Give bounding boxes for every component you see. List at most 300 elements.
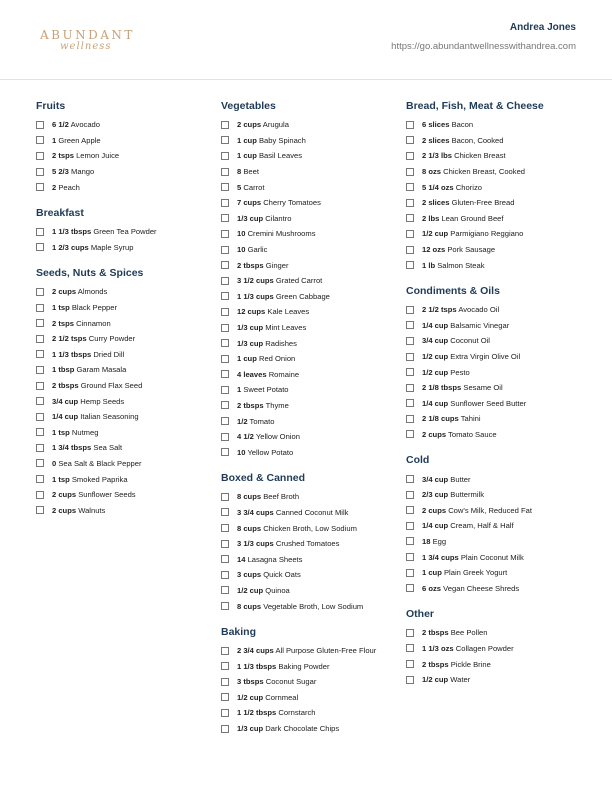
item-name: Maple Syrup [90, 242, 134, 252]
checkbox[interactable] [36, 183, 44, 191]
item-name: Baby Spinach [258, 135, 306, 145]
list-item [406, 534, 586, 550]
item-quantity: 2 cups [422, 505, 447, 515]
checkbox[interactable] [406, 584, 414, 592]
item-text [52, 151, 119, 160]
checkbox[interactable] [221, 662, 229, 670]
item-name: Red Onion [258, 354, 296, 364]
item-name: Butter [450, 474, 471, 484]
checkbox[interactable] [221, 214, 229, 222]
checkbox[interactable] [406, 136, 414, 144]
checkbox[interactable] [406, 121, 414, 129]
checkbox[interactable] [406, 168, 414, 176]
item-text [422, 553, 524, 562]
checkbox[interactable] [406, 353, 414, 361]
list-item [36, 393, 216, 409]
item-name: Quick Oats [263, 570, 301, 580]
item-name: Sunflower Seeds [78, 490, 136, 500]
item-text [422, 368, 470, 377]
checkbox[interactable] [406, 261, 414, 269]
item-quantity: 1/4 cup [422, 398, 449, 408]
item-name: Cow's Milk, Reduced Fat [448, 505, 532, 515]
list-item [221, 164, 401, 180]
list-item [406, 641, 586, 657]
checkbox[interactable] [221, 183, 229, 191]
list-item [221, 226, 401, 242]
item-quantity: 10 [237, 245, 246, 255]
item-quantity: 1 2/3 cups [52, 242, 89, 252]
item-text [237, 183, 264, 192]
item-name: Dark Chocolate Chips [265, 724, 340, 734]
item-name: Cream, Half & Half [450, 521, 514, 531]
item-name: Green Cabbage [275, 291, 330, 301]
checkbox[interactable] [406, 246, 414, 254]
item-text [237, 539, 339, 548]
checkbox[interactable] [221, 199, 229, 207]
list-item [406, 148, 586, 164]
checkbox[interactable] [406, 537, 414, 545]
item-name: Lemon Juice [76, 151, 120, 161]
checkbox[interactable] [221, 308, 229, 316]
item-quantity: 5 [237, 182, 242, 192]
item-text [237, 677, 316, 686]
list-item [406, 195, 586, 211]
list-item [36, 347, 216, 363]
list-item [221, 242, 401, 258]
item-quantity: 3 1/3 cups [237, 539, 274, 549]
list-item [221, 304, 401, 320]
item-quantity: 2 1/3 lbs [422, 151, 452, 161]
item-quantity: 2 tbsps [422, 628, 449, 638]
item-name: Ginger [265, 260, 289, 270]
item-quantity: 1/2 cup [422, 352, 449, 362]
item-name: Yellow Potato [247, 447, 294, 457]
list-item [406, 211, 586, 227]
checkbox[interactable] [406, 152, 414, 160]
checkbox[interactable] [36, 304, 44, 312]
item-quantity: 2 lbs [422, 213, 440, 223]
item-quantity: 5 1/4 ozs [422, 182, 454, 192]
item-quantity: 1/3 cup [237, 724, 264, 734]
item-quantity: 1/2 cup [422, 229, 449, 239]
checkbox[interactable] [36, 444, 44, 452]
checkbox[interactable] [406, 183, 414, 191]
checkbox[interactable] [221, 136, 229, 144]
checkbox[interactable] [406, 553, 414, 561]
item-name: Pesto [450, 367, 470, 377]
list-item [406, 487, 586, 503]
item-text [237, 602, 363, 611]
checkbox[interactable] [406, 475, 414, 483]
item-quantity: 3 cups [237, 570, 262, 580]
item-name: Chorizo [455, 182, 482, 192]
item-text [422, 506, 532, 515]
item-name: Buttermilk [450, 490, 485, 500]
list-item [36, 471, 216, 487]
item-quantity: 8 cups [237, 523, 262, 533]
checkbox[interactable] [406, 321, 414, 329]
item-quantity: 1/3 cup [237, 323, 264, 333]
item-text [422, 245, 495, 254]
checkbox[interactable] [36, 382, 44, 390]
item-name: Thyme [265, 400, 289, 410]
item-quantity: 1 1/3 ozs [422, 643, 454, 653]
checkbox[interactable] [36, 397, 44, 405]
list-item [406, 427, 586, 443]
item-name: Walnuts [78, 505, 106, 515]
item-quantity: 10 [237, 447, 246, 457]
checkbox[interactable] [36, 228, 44, 236]
checkbox[interactable] [221, 448, 229, 456]
checkbox[interactable] [36, 475, 44, 483]
list-item [221, 536, 401, 552]
list-item [406, 672, 586, 688]
item-text [237, 276, 322, 285]
item-text [237, 508, 348, 517]
item-name: Garlic [247, 245, 268, 255]
checkbox[interactable] [221, 586, 229, 594]
item-text [422, 261, 485, 270]
checkbox[interactable] [406, 629, 414, 637]
list-item [221, 598, 401, 614]
checkbox[interactable] [221, 433, 229, 441]
list-item [406, 518, 586, 534]
checkbox[interactable] [406, 337, 414, 345]
item-quantity: 2 cups [52, 490, 77, 500]
item-name: Mint Leaves [265, 323, 307, 333]
item-quantity: 12 cups [237, 307, 266, 317]
website-url[interactable]: https://go.abundantwellnesswithandrea.com [391, 41, 576, 52]
item-name: All Purpose Gluten-Free Flour [275, 646, 377, 656]
item-text [237, 646, 376, 655]
item-text [52, 428, 98, 437]
list-item [406, 471, 586, 487]
item-text [52, 227, 157, 236]
item-quantity: 2 tbsps [52, 381, 79, 391]
list-item [36, 117, 216, 133]
item-name: Lean Ground Beef [441, 213, 504, 223]
list-item [221, 520, 401, 536]
item-text [237, 261, 289, 270]
checkbox[interactable] [221, 524, 229, 532]
checkbox[interactable] [221, 693, 229, 701]
item-quantity: 1/4 cup [422, 320, 449, 330]
checkbox[interactable] [221, 246, 229, 254]
list-item [36, 378, 216, 394]
checkbox[interactable] [221, 555, 229, 563]
checkbox[interactable] [36, 413, 44, 421]
item-text [237, 524, 357, 533]
checkbox[interactable] [221, 324, 229, 332]
item-quantity: 1/2 cup [422, 675, 449, 685]
item-quantity: 1 1/3 tbsps [52, 227, 92, 237]
item-quantity: 2 cups [52, 505, 77, 515]
list-item [221, 721, 401, 737]
list-item [221, 690, 401, 706]
checkbox[interactable] [406, 199, 414, 207]
list-item [406, 502, 586, 518]
checkbox[interactable] [406, 644, 414, 652]
item-text [52, 475, 128, 484]
item-text [422, 229, 523, 238]
list-item [36, 164, 216, 180]
item-name: Ground Flax Seed [80, 381, 143, 391]
checkbox[interactable] [406, 415, 414, 423]
item-name: Radishes [265, 338, 297, 348]
item-text [422, 151, 506, 160]
list-item [36, 224, 216, 240]
item-quantity: 1 cup [237, 135, 257, 145]
checkbox[interactable] [221, 230, 229, 238]
section-spacer [221, 614, 401, 624]
checkbox[interactable] [406, 430, 414, 438]
checkbox[interactable] [406, 676, 414, 684]
item-name: Coconut Oil [450, 336, 490, 346]
item-name: Pickle Brine [450, 659, 491, 669]
item-name: Cremini Mushrooms [247, 229, 316, 239]
section-title-boxed-canned: Boxed & Canned [221, 472, 306, 485]
item-quantity: 1/2 cup [422, 367, 449, 377]
item-quantity: 8 cups [237, 601, 262, 611]
checkbox[interactable] [406, 230, 414, 238]
item-name: Avocado [70, 120, 101, 130]
checkbox[interactable] [406, 306, 414, 314]
checkbox[interactable] [406, 384, 414, 392]
checkbox[interactable] [406, 522, 414, 530]
item-text [422, 120, 473, 129]
list-item [406, 242, 586, 258]
checkbox[interactable] [221, 678, 229, 686]
checkbox[interactable] [406, 214, 414, 222]
item-quantity: 1 tsp [52, 427, 70, 437]
checkbox[interactable] [36, 319, 44, 327]
checkbox[interactable] [221, 571, 229, 579]
item-quantity: 1 1/3 cups [237, 291, 274, 301]
item-name: Balsamic Vinegar [450, 320, 510, 330]
checkbox[interactable] [221, 602, 229, 610]
checkbox[interactable] [221, 370, 229, 378]
item-name: Tahini [460, 414, 481, 424]
item-name: Chicken Breast, Cooked [443, 167, 526, 177]
checkbox[interactable] [221, 709, 229, 717]
list-item [221, 179, 401, 195]
item-text [52, 459, 142, 468]
checkbox[interactable] [36, 136, 44, 144]
item-text [237, 198, 321, 207]
item-quantity: 1 [52, 135, 57, 145]
list-item [221, 117, 401, 133]
checkbox[interactable] [221, 725, 229, 733]
item-name: Cornstarch [278, 708, 316, 718]
item-name: Pork Sausage [447, 245, 496, 255]
list-item [36, 440, 216, 456]
checkbox[interactable] [36, 243, 44, 251]
item-quantity: 3/4 cup [422, 336, 449, 346]
item-name: Romaine [268, 369, 300, 379]
list-item [36, 362, 216, 378]
item-quantity: 2 1/8 tbsps [422, 383, 462, 393]
checkbox[interactable] [36, 459, 44, 467]
section-spacer [221, 460, 401, 470]
checkbox[interactable] [221, 339, 229, 347]
checkbox[interactable] [36, 288, 44, 296]
item-text [52, 243, 134, 252]
item-quantity: 5 2/3 [52, 167, 69, 177]
list-item [36, 331, 216, 347]
checkbox[interactable] [406, 506, 414, 514]
section-spacer [406, 442, 586, 452]
item-name: Plain Greek Yogurt [443, 568, 508, 578]
list-item [36, 487, 216, 503]
item-name: Sweet Potato [243, 385, 289, 395]
item-text [52, 120, 100, 129]
item-name: Sesame Oil [463, 383, 503, 393]
checkbox[interactable] [36, 121, 44, 129]
checkbox[interactable] [221, 386, 229, 394]
item-text [422, 136, 504, 145]
item-name: Black Pepper [71, 303, 118, 313]
section-title-cold: Cold [406, 454, 430, 467]
item-text [422, 305, 499, 314]
item-text [422, 198, 514, 207]
section-spacer [36, 195, 216, 205]
item-quantity: 6 slices [422, 120, 450, 130]
item-text [237, 662, 329, 671]
checkbox[interactable] [221, 261, 229, 269]
item-text [422, 183, 482, 192]
item-name: Baking Powder [278, 661, 330, 671]
checkbox[interactable] [221, 121, 229, 129]
item-text [422, 644, 514, 653]
item-quantity: 12 ozs [422, 245, 446, 255]
list-item [221, 335, 401, 351]
item-text [237, 120, 289, 129]
list-item [406, 411, 586, 427]
list-item [406, 226, 586, 242]
checkbox[interactable] [36, 350, 44, 358]
item-quantity: 2 1/2 tsps [52, 334, 87, 344]
checkbox[interactable] [36, 491, 44, 499]
list-item [221, 148, 401, 164]
item-quantity: 2 cups [52, 287, 77, 297]
checkbox[interactable] [406, 569, 414, 577]
list-item [221, 413, 401, 429]
author-name: Andrea Jones [509, 22, 576, 33]
checkbox[interactable] [221, 493, 229, 501]
item-text [52, 136, 101, 145]
checkbox[interactable] [36, 152, 44, 160]
item-name: Tomato [249, 416, 275, 426]
list-item [221, 398, 401, 414]
header-divider [0, 79, 612, 80]
item-name: Quinoa [265, 585, 290, 595]
list-item [406, 318, 586, 334]
item-text [52, 183, 80, 192]
list-item [406, 349, 586, 365]
checkbox[interactable] [406, 399, 414, 407]
column-3 [406, 98, 586, 687]
item-quantity: 2 1/2 tsps [422, 305, 457, 315]
item-text [52, 350, 124, 359]
item-text [52, 490, 136, 499]
item-text [422, 521, 514, 530]
list-item [406, 580, 586, 596]
checkbox[interactable] [221, 355, 229, 363]
item-name: Canned Coconut Milk [275, 507, 349, 517]
item-name: Green Apple [58, 135, 101, 145]
item-quantity: 1 3/4 tbsps [52, 443, 92, 453]
checkbox[interactable] [406, 660, 414, 668]
checkbox[interactable] [221, 540, 229, 548]
item-quantity: 6 1/2 [52, 120, 69, 130]
item-text [237, 151, 302, 160]
checkbox[interactable] [221, 647, 229, 655]
checkbox[interactable] [221, 401, 229, 409]
section-title-fruits: Fruits [36, 100, 66, 112]
checkbox[interactable] [406, 368, 414, 376]
item-name: Cornmeal [265, 692, 299, 702]
item-name: Bee Pollen [450, 628, 488, 638]
item-quantity: 1 tsp [52, 474, 70, 484]
item-text [52, 319, 111, 328]
list-item [36, 284, 216, 300]
item-text [237, 724, 339, 733]
item-name: Bacon, Cooked [451, 135, 504, 145]
item-text [422, 660, 491, 669]
item-quantity: 2 tbsps [237, 400, 264, 410]
checkbox[interactable] [221, 292, 229, 300]
item-text [52, 412, 139, 421]
item-name: Grated Carrot [275, 276, 323, 286]
item-quantity: 1/4 cup [52, 412, 79, 422]
item-text [422, 399, 526, 408]
item-name: Garam Masala [76, 365, 127, 375]
checkbox[interactable] [36, 335, 44, 343]
checkbox[interactable] [221, 168, 229, 176]
checkbox[interactable] [36, 366, 44, 374]
checkbox[interactable] [221, 508, 229, 516]
checkbox[interactable] [221, 277, 229, 285]
item-text [422, 628, 487, 637]
list-item [406, 380, 586, 396]
item-name: Hemp Seeds [80, 396, 125, 406]
item-quantity: 1 1/2 tbsps [237, 708, 277, 718]
item-quantity: 2 tsps [52, 151, 74, 161]
checkbox[interactable] [406, 491, 414, 499]
list-item [221, 551, 401, 567]
item-quantity: 4 1/2 [237, 432, 254, 442]
checkbox[interactable] [36, 506, 44, 514]
section-title-bread-fish-meat-cheese: Bread, Fish, Meat & Cheese [406, 100, 544, 112]
checkbox[interactable] [221, 152, 229, 160]
item-quantity: 2 [52, 182, 57, 192]
item-text [237, 292, 330, 301]
checkbox[interactable] [221, 417, 229, 425]
checkbox[interactable] [36, 168, 44, 176]
item-quantity: 4 leaves [237, 369, 267, 379]
item-text [52, 365, 126, 374]
column-2 [221, 98, 401, 736]
section-spacer [406, 273, 586, 283]
item-name: Arugula [262, 120, 289, 130]
item-quantity: 8 [237, 167, 242, 177]
checkbox[interactable] [36, 428, 44, 436]
item-quantity: 2 3/4 cups [237, 646, 274, 656]
list-item [221, 705, 401, 721]
item-name: Avocado Oil [458, 305, 500, 315]
list-item [36, 179, 216, 195]
item-quantity: 18 [422, 536, 431, 546]
